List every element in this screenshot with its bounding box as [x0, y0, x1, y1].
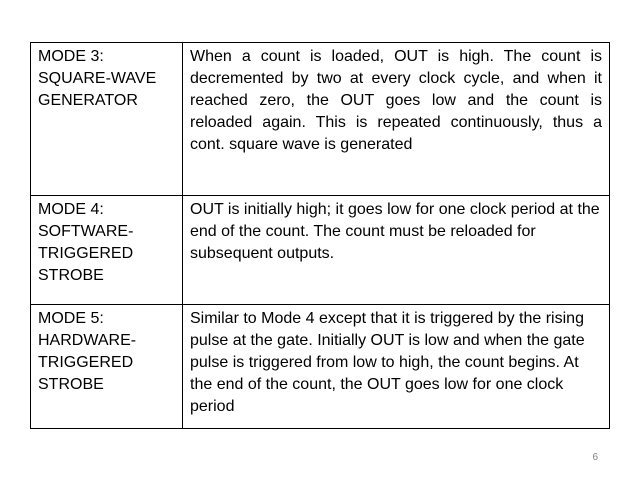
mode-name-cell: MODE 3: SQUARE-WAVE GENERATOR [31, 43, 183, 196]
table-row [31, 196, 610, 305]
mode-description-cell: When a count is loaded, OUT is high. The count is decremented by two at every clock cycle, and when it reached zero, the OUT goes low and the count is reloaded again. This is repeated continuously, thus a cont. square wave is generated [183, 43, 610, 196]
mode-description-cell: Similar to Mode 4 except that it is triggered by the rising pulse at the gate. Initially OUT is low and when the gate pulse is triggered from low to high, the count begins. At the end of the count, the OUT goes low for one clock period [183, 305, 610, 429]
page-number: 6 [592, 452, 598, 463]
timer-modes-table [30, 42, 610, 429]
mode-description-cell: OUT is initially high; it goes low for one clock period at the end of the count. The count must be reloaded for subsequent outputs. [183, 196, 610, 305]
mode-name-cell: MODE 4: SOFTWARE-TRIGGERED STROBE [31, 196, 183, 305]
mode-name-cell: MODE 5: HARDWARE-TRIGGERED STROBE [31, 305, 183, 429]
table-row [31, 43, 610, 196]
table-row [31, 305, 610, 429]
